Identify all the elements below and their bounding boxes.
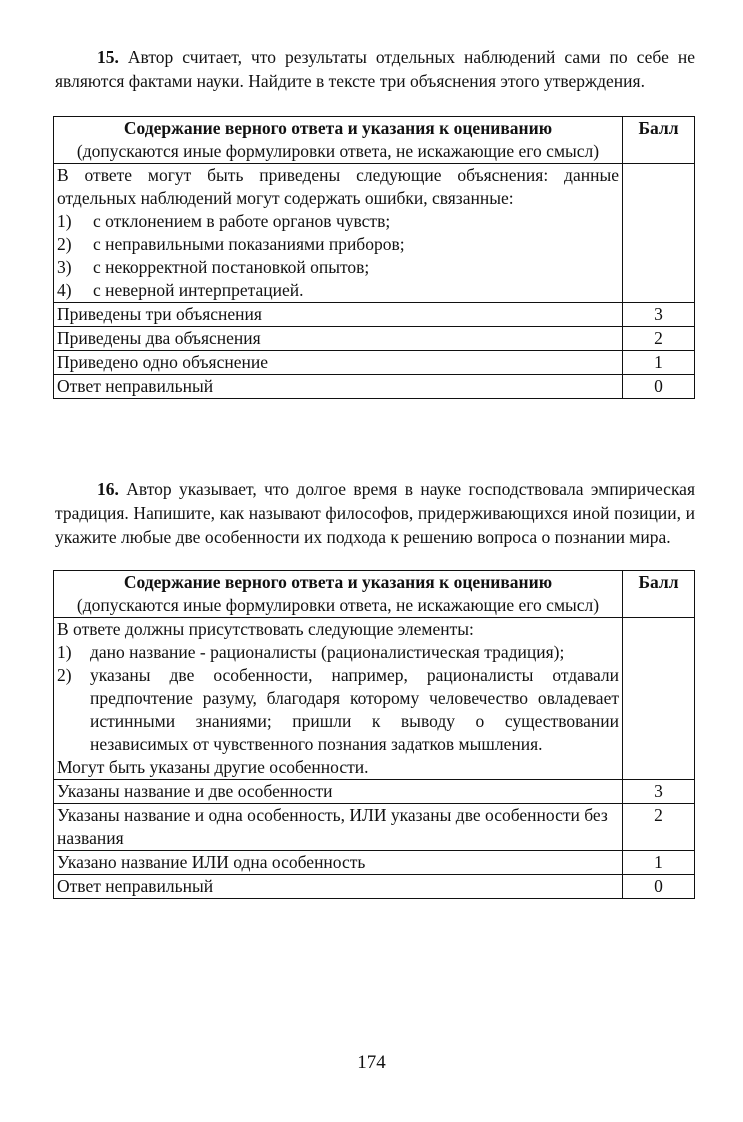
content-header-title: Содержание верного ответа и указания к оцениванию — [123, 118, 553, 138]
criterion-cell: Ответ неправильный — [54, 375, 623, 399]
score-cell: 2 — [623, 804, 695, 851]
list-item — [57, 664, 619, 756]
list-item — [57, 279, 619, 302]
question-16-text: Автор указывает, что долгое время в науке господствовала эмпирическая традиция. Напишите, как называют философов, придерживающихся иной позиции, и укажите любые две особенности их подхода к решению вопроса о познании мира. — [55, 479, 695, 547]
score-cell: 1 — [623, 851, 695, 875]
list-item-number: 2) — [57, 234, 72, 254]
explanation-row — [54, 164, 695, 303]
table-row — [54, 780, 695, 804]
explanation-row — [54, 618, 695, 780]
question-15 — [55, 45, 695, 93]
question-15-text: Автор считает, что результаты отдельных наблюдений сами по себе не являются фактами науки. Найдите в тексте три объяснения этого утверждения. — [55, 47, 696, 91]
score-cell: 3 — [623, 303, 695, 327]
criterion-cell: Приведены три объяснения — [54, 303, 623, 327]
criterion-cell: Указано название ИЛИ одна особенность — [54, 851, 623, 875]
score-cell-empty — [623, 164, 695, 303]
explanation-cell — [54, 618, 623, 780]
score-cell: 2 — [623, 327, 695, 351]
list-item-text: с неправильными показаниями приборов; — [93, 234, 405, 254]
content-header-title: Содержание верного ответа и указания к оцениванию — [123, 572, 553, 592]
table-header-row — [54, 117, 695, 164]
score-cell: 1 — [623, 351, 695, 375]
explanation-intro: В ответе могут быть приведены следующие объяснения: данные отдельных наблюдений могут содержать ошибки, связанные: — [57, 165, 619, 208]
table-row — [54, 303, 695, 327]
list-item-number: 1) — [57, 211, 72, 231]
list-item-text: указаны две особенности, например, рационалисты отдавали предпочтение разуму, благодаря которому человечество овладевает истинными знаниями; пришли к выводу о существовании независимых от чувственного познания задатков мышления. — [90, 665, 619, 754]
criterion-cell: Приведены два объяснения — [54, 327, 623, 351]
list-item-text: с некорректной постановкой опытов; — [93, 257, 370, 277]
criterion-cell: Указаны название и одна особенность, ИЛИ указаны две особенности без названия — [54, 804, 623, 851]
score-cell: 0 — [623, 875, 695, 899]
score-cell: 0 — [623, 375, 695, 399]
page-number: 174 — [357, 1052, 386, 1073]
table-row — [54, 327, 695, 351]
list-item-text: с неверной интерпретацией. — [93, 280, 304, 300]
list-item-text: дано название - рационалисты (рационалистическая традиция); — [90, 642, 565, 662]
table-row — [54, 804, 695, 851]
content-header-note: (допускаются иные формулировки ответа, не искажающие его смысл) — [76, 595, 600, 615]
list-item-number: 1) — [57, 642, 72, 662]
table-header-row — [54, 571, 695, 618]
list-item — [57, 233, 619, 256]
score-cell-empty — [623, 618, 695, 780]
criterion-cell: Ответ неправильный — [54, 875, 623, 899]
grading-table-15 — [53, 116, 695, 399]
table-row — [54, 351, 695, 375]
list-item-number: 3) — [57, 257, 72, 277]
criterion-cell: Приведено одно объяснение — [54, 351, 623, 375]
content-header-note: (допускаются иные формулировки ответа, не искажающие его смысл) — [76, 141, 600, 161]
table-row — [54, 375, 695, 399]
content-header — [54, 117, 623, 164]
list-item-number: 4) — [57, 280, 72, 300]
question-15-number: 15. — [97, 47, 119, 67]
list-item-number: 2) — [57, 665, 72, 685]
table-row — [54, 851, 695, 875]
list-item — [57, 256, 619, 279]
list-item — [57, 210, 619, 233]
explanation-intro: В ответе должны присутствовать следующие элементы: — [57, 619, 474, 639]
list-item-text: с отклонением в работе органов чувств; — [93, 211, 391, 231]
score-header: Балл — [623, 571, 695, 618]
explanation-cell — [54, 164, 623, 303]
content-header — [54, 571, 623, 618]
grading-table-16 — [53, 570, 695, 899]
score-header: Балл — [623, 117, 695, 164]
list-item — [57, 641, 619, 664]
table-row — [54, 875, 695, 899]
explanation-outro: Могут быть указаны другие особенности. — [57, 757, 369, 777]
question-16 — [55, 477, 695, 549]
criterion-cell: Указаны название и две особенности — [54, 780, 623, 804]
question-16-number: 16. — [97, 479, 119, 499]
score-cell: 3 — [623, 780, 695, 804]
